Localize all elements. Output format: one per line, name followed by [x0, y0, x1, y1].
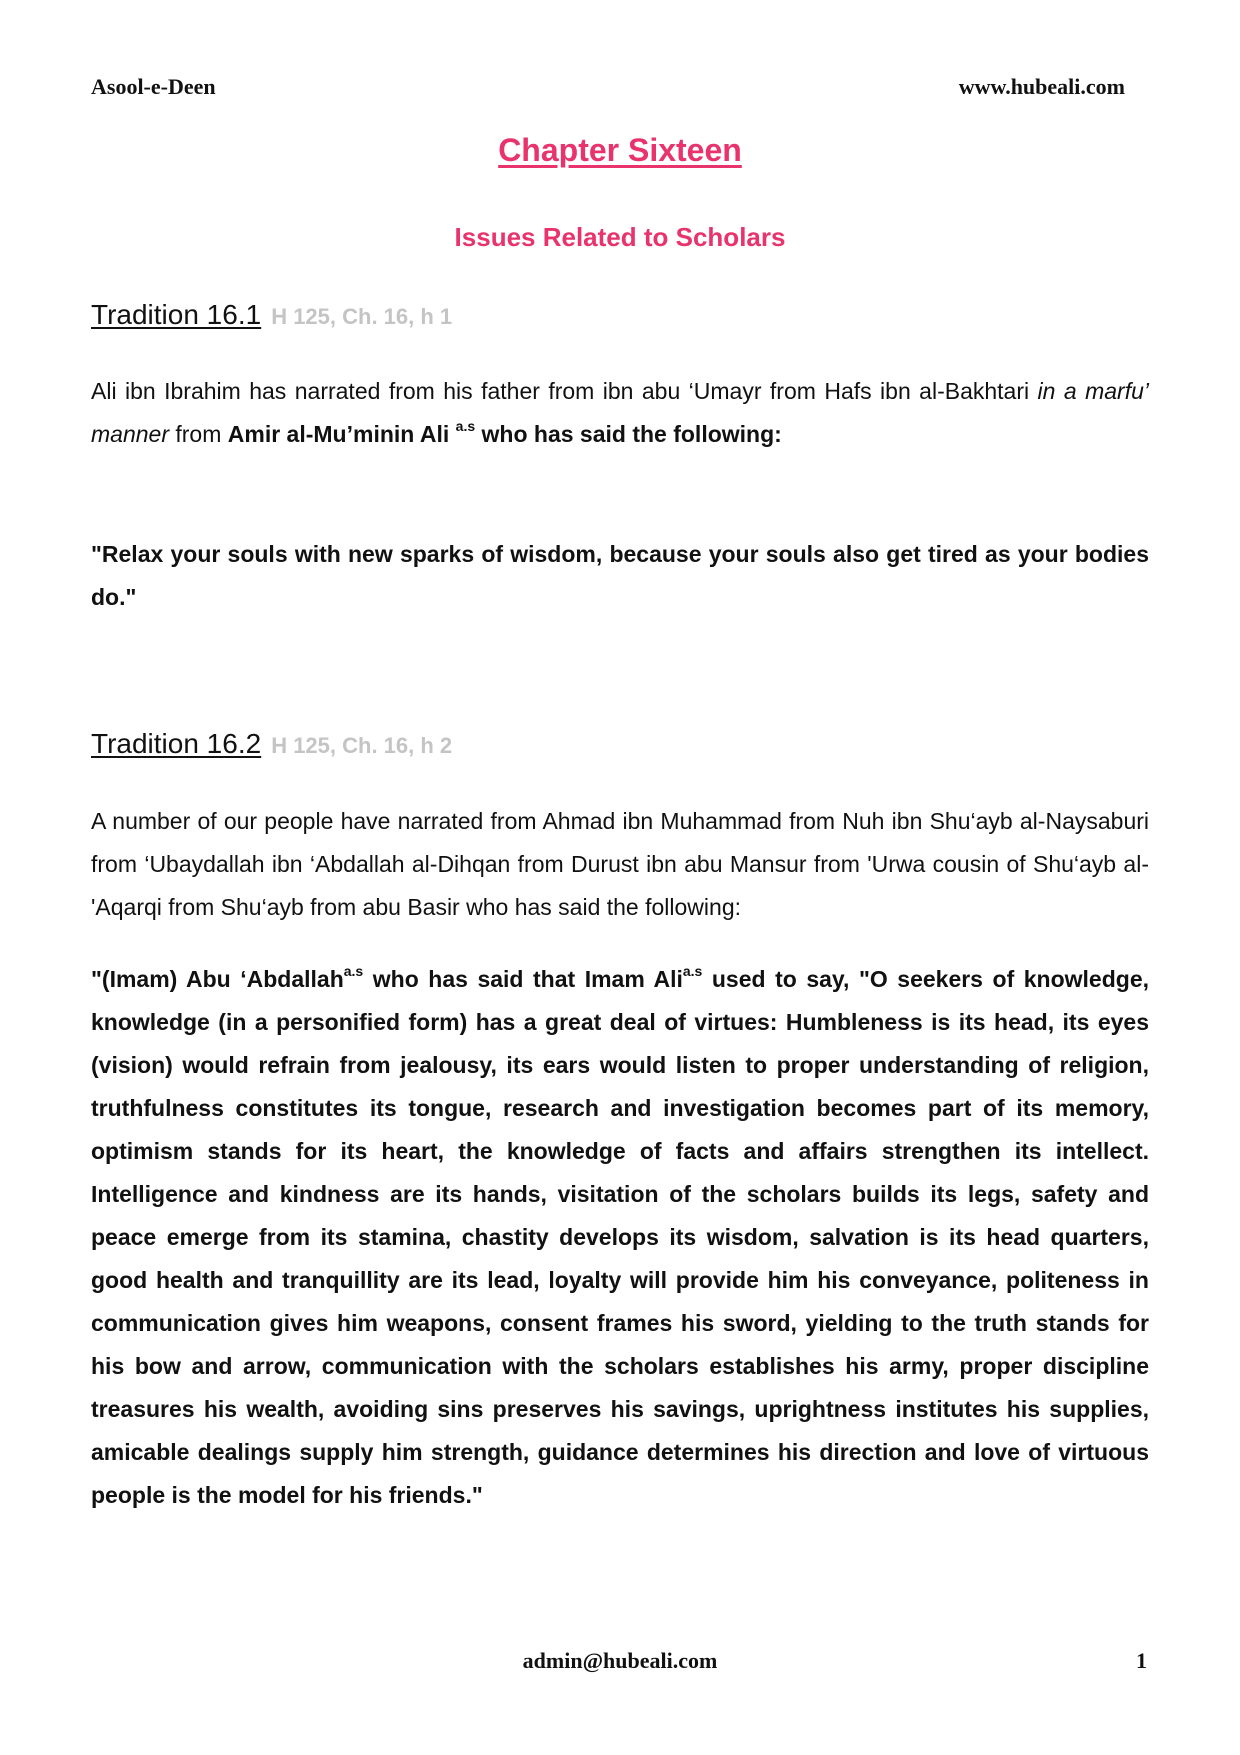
tradition-2: [91, 727, 1149, 763]
header-website[interactable]: www.hubeali.com: [958, 74, 1125, 99]
tradition-1-quote: [91, 533, 1149, 619]
tradition-1-quote-text: "Relax your souls with new sparks of wisdom, because your souls also get tired as your bodies do.": [91, 541, 1149, 610]
chain-bold-name: Amir al-Mu’minin Ali: [227, 421, 456, 447]
tradition-2-reference: H 125, Ch. 16, h 2: [271, 733, 453, 758]
quote-honorific-1: a.s: [343, 963, 364, 980]
chain-bold-tail: who has said the following:: [475, 421, 782, 447]
chain-honorific: a.s: [455, 418, 476, 435]
quote-text-3: used to say, "O seekers of knowledge, knowledge (in a personified form) has a great deal of virtues: Humbleness is its head, its eyes (vision) would refrain from jealousy, its ears would listen to proper understanding of religion, truthfulness constitutes its tongue, research and investigation becomes part of its memory, optimism stands for its heart, the knowledge of facts and affairs strengthen its intellect. Intelligence and kindness are its hands, visitation of the scholars builds its legs, safety and peace emerge from its stamina, chastity develops its wisdom, salvation is its head quarters, good health and tranquillity are its lead, loyalty will provide him his conveyance, politeness in communication gives him weapons, consent frames his sword, yielding to the truth stands for his bow and arrow, communication with the scholars establishes his army, proper discipline treasures his wealth, avoiding sins preserves his savings, uprightness institutes his supplies, amicable dealings supply him strength, guidance determines his direction and love of virtuous people is the model for his friends.": [91, 966, 1150, 1508]
footer-email[interactable]: admin@hubeali.com: [522, 1648, 718, 1673]
tradition-1-heading: [91, 298, 1149, 334]
header-book-title: Asool-e-Deen: [91, 74, 216, 99]
chapter-title: Chapter Sixteen: [498, 132, 742, 168]
chain-text-2: from: [168, 421, 228, 447]
chain-italic: in a marfu’ manner: [91, 378, 1149, 447]
tradition-1-chain: [91, 370, 1149, 456]
quote-text-1: "(Imam) Abu ‘Abdallah: [91, 966, 344, 992]
chain-text-1: Ali ibn Ibrahim has narrated from his father from ibn abu ‘Umayr from Hafs ibn al-Bakhtari: [91, 378, 1038, 404]
section-title: Issues Related to Scholars: [454, 222, 786, 252]
quote-honorific-2: a.s: [682, 963, 703, 980]
quote-text-2: who has said that Imam Ali: [363, 966, 683, 992]
tradition-1: [91, 298, 1149, 334]
tradition-1-reference: H 125, Ch. 16, h 1: [271, 304, 453, 329]
tradition-2-quote: [91, 958, 1149, 1517]
tradition-1-title: Tradition 16.1: [91, 299, 262, 330]
page-number: 1: [1136, 1648, 1147, 1673]
tradition-2-chain-text: A number of our people have narrated from Ahmad ibn Muhammad from Nuh ibn Shu‘ayb al-Naysaburi from ‘Ubaydallah ibn ‘Abdallah al-Dihqan from Durust ibn abu Mansur from 'Urwa cousin of Shu‘ayb al-'Aqarqi from Shu‘ayb from abu Basir who has said the following:: [91, 808, 1149, 920]
tradition-2-title: Tradition 16.2: [91, 728, 262, 759]
tradition-2-heading: [91, 727, 1149, 763]
tradition-2-chain: [91, 800, 1149, 929]
